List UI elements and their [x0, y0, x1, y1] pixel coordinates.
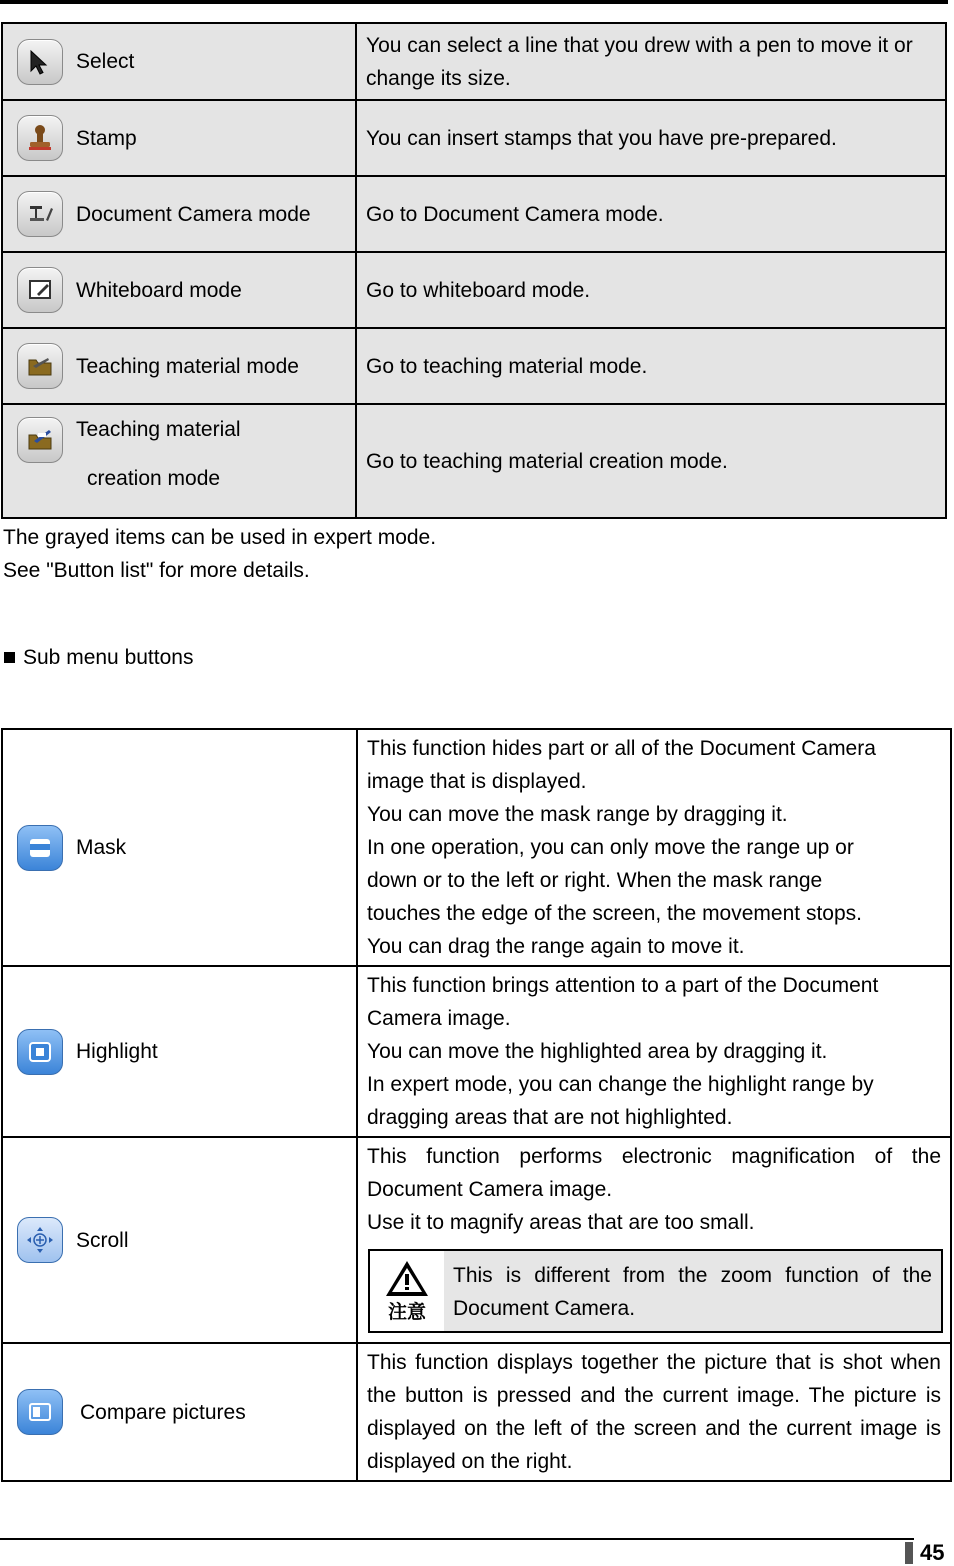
mask-line: You can move the mask range by dragging it.	[367, 803, 788, 826]
arrow-cursor-icon	[17, 39, 63, 85]
table-row	[2, 966, 951, 1137]
sub-buttons-table	[1, 728, 952, 1482]
highlight-icon	[17, 1029, 63, 1075]
page-number-bar	[905, 1542, 913, 1564]
mask-line: In one operation, you can only move the range up or	[367, 836, 854, 859]
mask-line: You can drag the range again to move it.	[367, 935, 745, 958]
table-row	[2, 100, 946, 176]
whiteboard-mode-description: Go to whiteboard mode.	[356, 252, 946, 328]
teaching-material-mode-label: Teaching material mode	[76, 354, 299, 378]
scroll-icon	[17, 1217, 63, 1263]
table-row	[2, 176, 946, 252]
mask-label: Mask	[76, 836, 127, 859]
highlight-description	[357, 966, 951, 1137]
top-rule	[0, 0, 948, 4]
scroll-label: Scroll	[76, 1228, 129, 1252]
stamp-icon	[17, 115, 63, 161]
teaching-material-creation-label-line1: Teaching material	[76, 418, 241, 441]
table-row	[2, 1137, 951, 1343]
highlight-line: In expert mode, you can change the highlight range by	[367, 1073, 874, 1096]
mask-description	[357, 729, 951, 966]
table-row	[2, 1343, 951, 1481]
grayed-note: The grayed items can be used in expert mode.	[3, 526, 437, 549]
highlight-line: This function brings attention to a part of the Document	[367, 974, 879, 997]
mask-icon	[17, 825, 63, 871]
teaching-material-mode-description: Go to teaching material mode.	[356, 328, 946, 404]
compare-pictures-icon	[17, 1389, 63, 1435]
mask-line: touches the edge of the screen, the movement stops.	[367, 902, 862, 925]
table-row	[2, 23, 946, 100]
mask-line: image that is displayed.	[367, 770, 587, 793]
stamp-description: You can insert stamps that you have pre-prepared.	[356, 100, 946, 176]
highlight-line: dragging areas that are not highlighted.	[367, 1106, 733, 1129]
mask-line: This function hides part or all of the Document Camera	[367, 737, 876, 760]
stamp-label: Stamp	[76, 126, 137, 150]
scroll-description	[357, 1137, 951, 1343]
submenu-heading-text: Sub menu buttons	[23, 646, 194, 669]
bullet-square-icon	[4, 652, 15, 663]
scroll-text: This function performs electronic magnification of the Document Camera image.	[367, 1145, 941, 1201]
compare-pictures-description: This function displays together the picture that is shot when the button is pressed and the current image. The picture is displayed on the left of the screen and the current image is displayed on the right.	[357, 1343, 951, 1481]
mode-buttons-table	[1, 22, 947, 519]
caution-box	[368, 1249, 943, 1333]
caution-icon	[370, 1251, 444, 1331]
select-label: Select	[76, 50, 135, 73]
see-button-list-note: See "Button list" for more details.	[3, 559, 310, 582]
highlight-label: Highlight	[76, 1040, 158, 1063]
teaching-material-creation-label-line2: creation mode	[87, 467, 221, 490]
caution-text: This is different from the zoom function of the Document Camera.	[444, 1251, 941, 1331]
select-description: You can select a line that you drew with a pen to move it or change its size.	[356, 23, 946, 100]
whiteboard-mode-label: Whiteboard mode	[76, 278, 242, 302]
caution-label: 注意	[387, 1301, 427, 1323]
highlight-line: Camera image.	[367, 1007, 511, 1030]
teaching-material-creation-mode-description: Go to teaching material creation mode.	[356, 404, 946, 518]
page-number: 45	[920, 1540, 945, 1565]
submenu-heading	[3, 644, 193, 672]
table-row	[2, 729, 951, 966]
compare-pictures-label: Compare pictures	[80, 1400, 246, 1424]
folder-edit-icon	[17, 417, 63, 463]
document-camera-mode-label: Document Camera mode	[76, 202, 311, 226]
document-camera-mode-description: Go to Document Camera mode.	[356, 176, 946, 252]
mask-line: down or to the left or right. When the mask range	[367, 869, 823, 892]
whiteboard-icon	[17, 267, 63, 313]
table-row	[2, 328, 946, 404]
table-row	[2, 404, 946, 518]
scroll-text: Use it to magnify areas that are too small.	[367, 1211, 755, 1234]
bottom-rule	[0, 1538, 914, 1540]
highlight-line: You can move the highlighted area by dragging it.	[367, 1040, 828, 1063]
table-row	[2, 252, 946, 328]
document-camera-icon	[17, 191, 63, 237]
folder-icon	[17, 343, 63, 389]
